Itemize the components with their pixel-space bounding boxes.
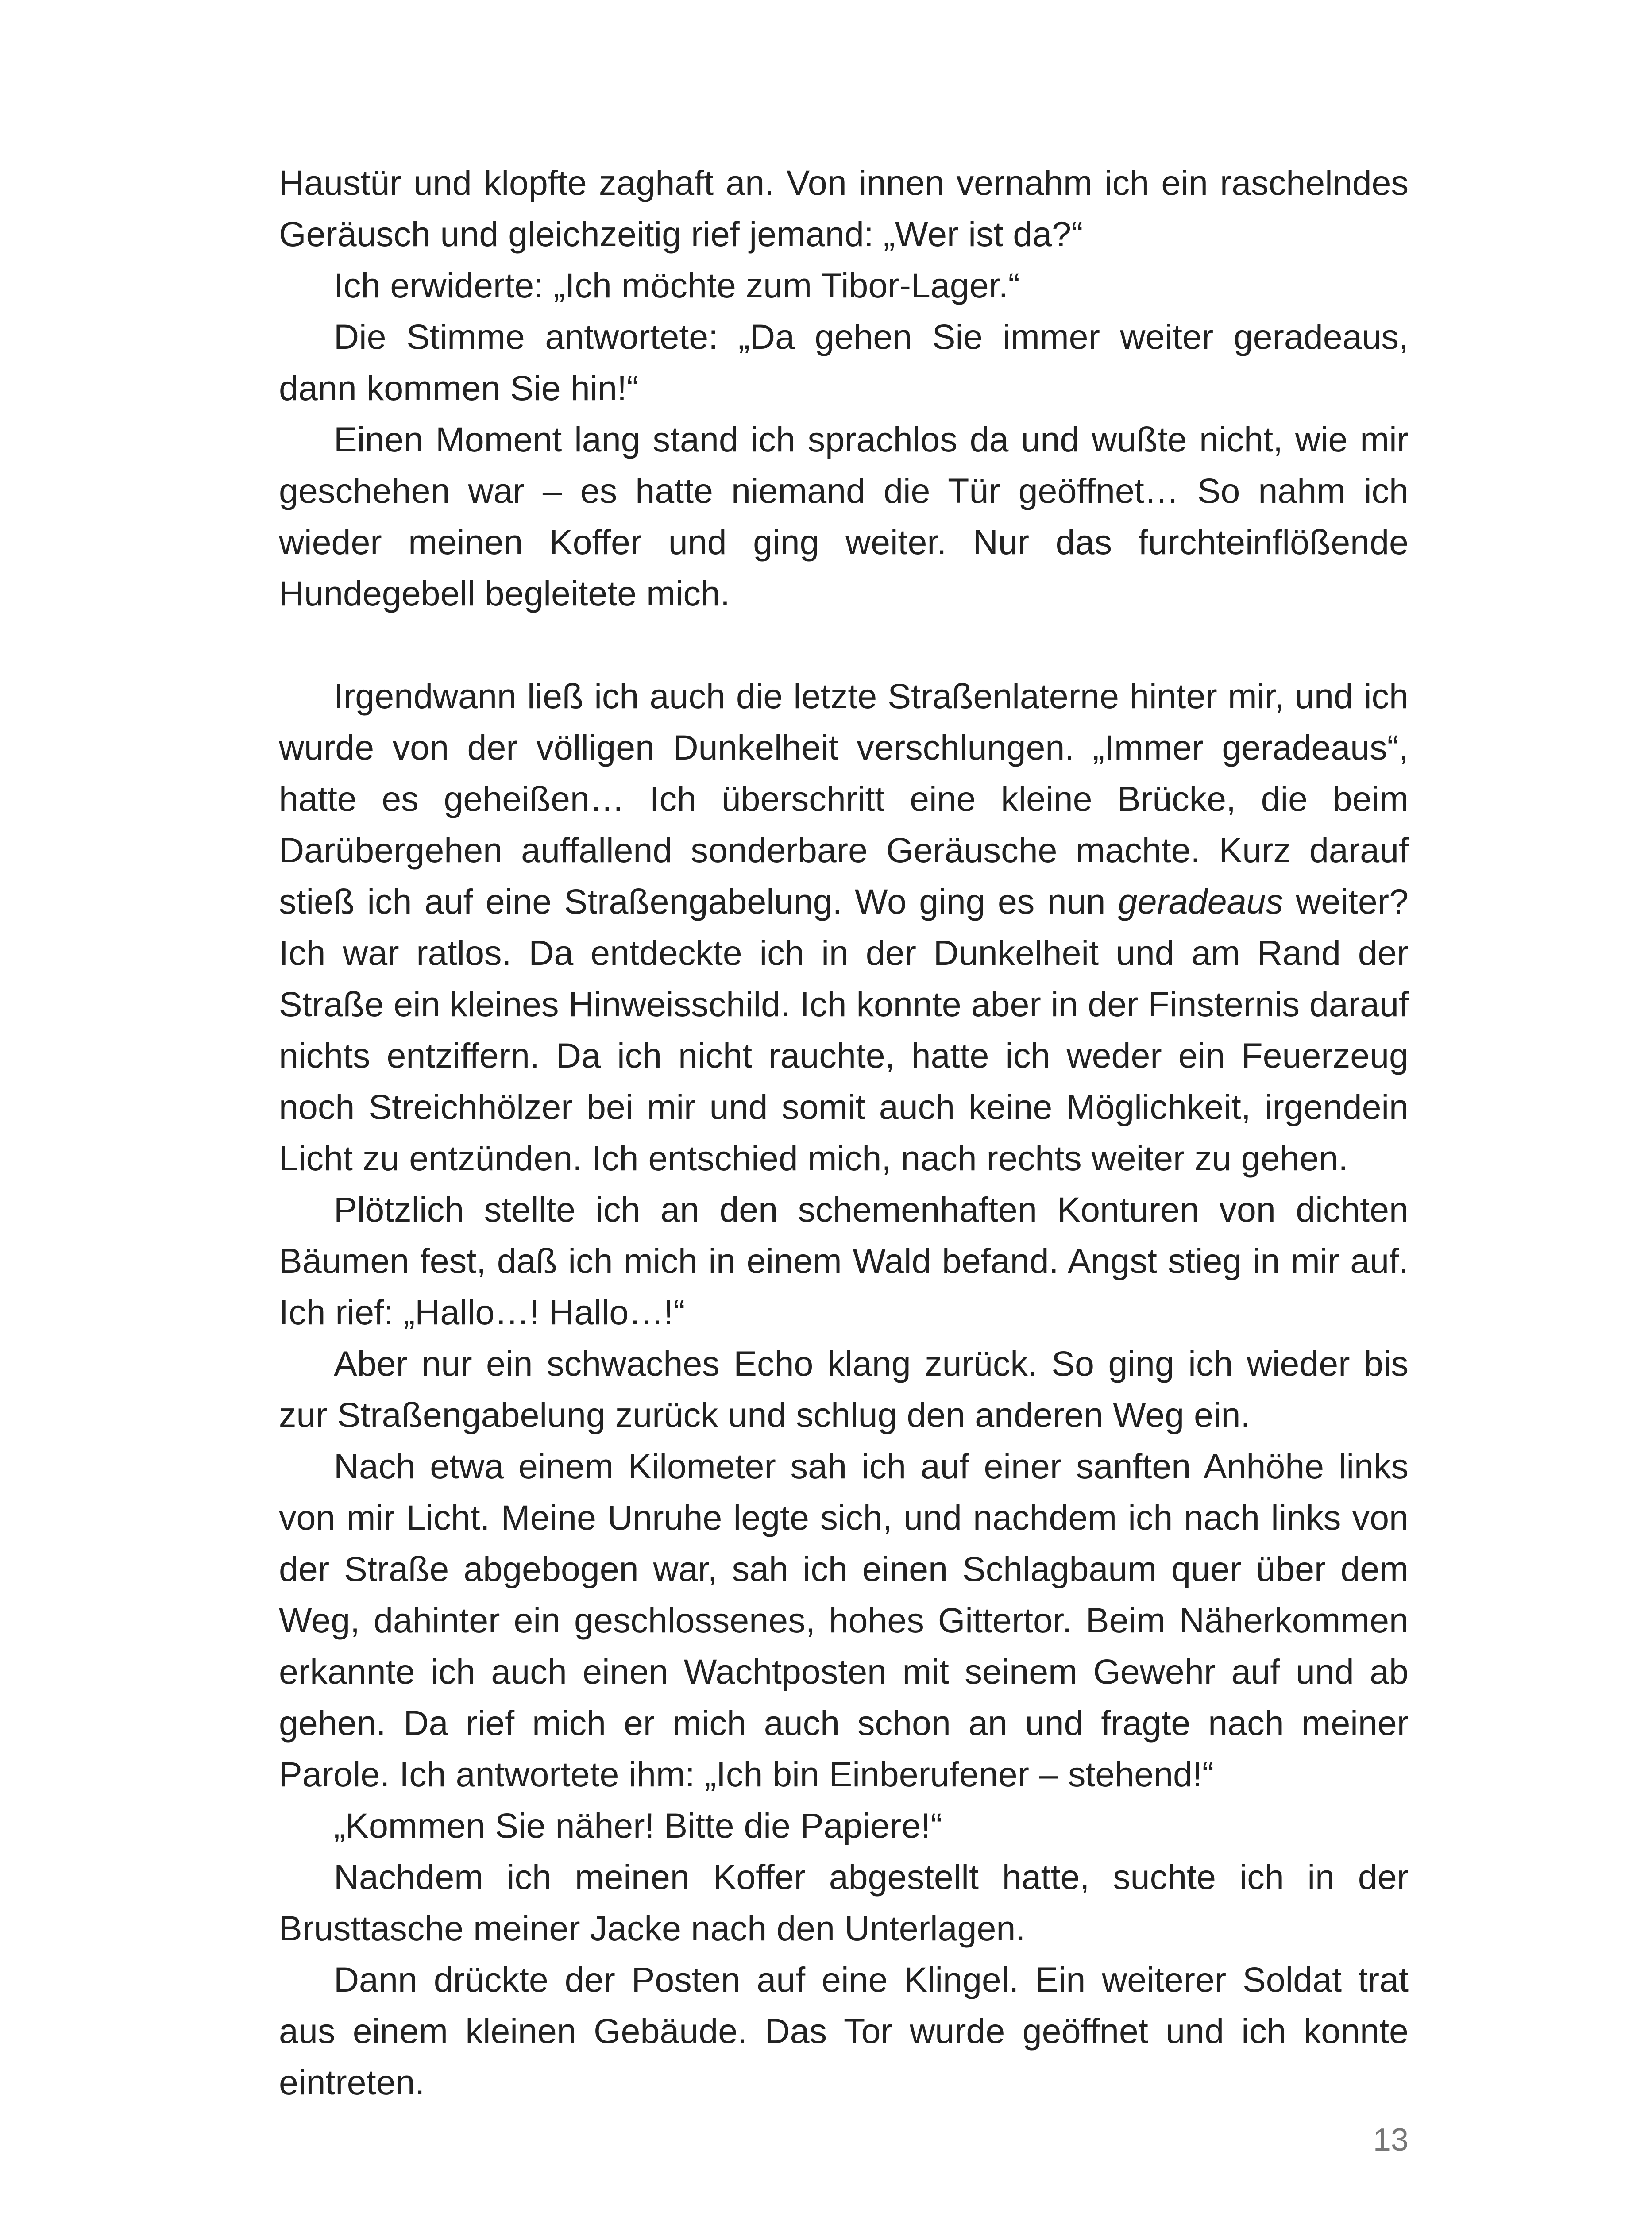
paragraph: Aber nur ein schwaches Echo klang zurück. So ging ich wieder bis zur Straßengabelung zurück und schlug den anderen Weg ein. xyxy=(279,1344,1409,1434)
italic-emphasis: geradeaus xyxy=(1118,882,1284,921)
paragraph: „Kommen Sie näher! Bitte die Papiere!“ xyxy=(334,1806,942,1845)
body-text xyxy=(279,157,1409,2108)
paragraph: Haustür und klopfte zaghaft an. Von innen vernahm ich ein raschelndes Geräusch und gleichzeitig rief jemand: „Wer ist da?“ xyxy=(279,163,1409,254)
paragraph: Plötzlich stellte ich an den schemenhaften Konturen von dichten Bäumen fest, daß ich mich in einem Wald befand. Angst stieg in mir auf. Ich rief: „Hallo…! Hallo…!“ xyxy=(279,1190,1409,1332)
paragraph-text: weiter? Ich war ratlos. Da entdeckte ich in der Dunkelheit und am Rand der Straße ein kleines Hinweisschild. Ich konnte aber in der Finsternis darauf nichts entziffern. Da ich nicht rauchte, hatte ich weder ein Feuerzeug noch Streichhölzer bei mir und somit auch keine Möglichkeit, irgendein Licht zu entzünden. Ich entschied mich, nach rechts weiter zu gehen. xyxy=(279,882,1409,1178)
paragraph: Ich erwiderte: „Ich möchte zum Tibor-Lager.“ xyxy=(334,266,1020,305)
paragraph: Einen Moment lang stand ich sprachlos da und wußte nicht, wie mir geschehen war – es hatte niemand die Tür geöffnet… So nahm ich wieder meinen Koffer und ging weiter. Nur das furchteinflößende Hundegebell begleitete mich. xyxy=(279,420,1409,613)
paragraph: Die Stimme antwortete: „Da gehen Sie immer weiter geradeaus, dann kommen Sie hin!“ xyxy=(279,317,1409,408)
paragraph: Nach etwa einem Kilometer sah ich auf einer sanften Anhöhe links von mir Licht. Meine Unruhe legte sich, und nachdem ich nach links von der Straße abgebogen war, sah ich einen Schlagbaum quer über dem Weg, dahinter ein geschlossenes, hohes Gittertor. Beim Näherkommen erkannte ich auch einen Wachtposten mit seinem Gewehr auf und ab gehen. Da rief mich er mich auch schon an und fragte nach meiner Parole. Ich antwortete ihm: „Ich bin Einberufener – stehend!“ xyxy=(279,1446,1409,1794)
page-number: 13 xyxy=(1373,2122,1409,2158)
paragraph: Nachdem ich meinen Koffer abgestellt hatte, suchte ich in der Brusttasche meiner Jacke nach den Unterlagen. xyxy=(279,1857,1409,1948)
paragraph-section-start xyxy=(279,671,1409,1184)
paragraph: Dann drückte der Posten auf eine Klingel. Ein weiterer Soldat trat aus einem kleinen Gebäude. Das Tor wurde geöffnet und ich konnte eintreten. xyxy=(279,1960,1409,2102)
paragraph-text: Irgendwann ließ ich auch die letzte Straßenlaterne hinter mir, und ich wurde von der völligen Dunkelheit verschlungen. „Immer geradeaus“, hatte es geheißen… Ich überschritt eine kleine Brücke, die beim Darübergehen auffallend sonderbare Geräusche machte. Kurz darauf stieß ich auf eine Straßengabelung. Wo ging es nun xyxy=(279,676,1409,921)
